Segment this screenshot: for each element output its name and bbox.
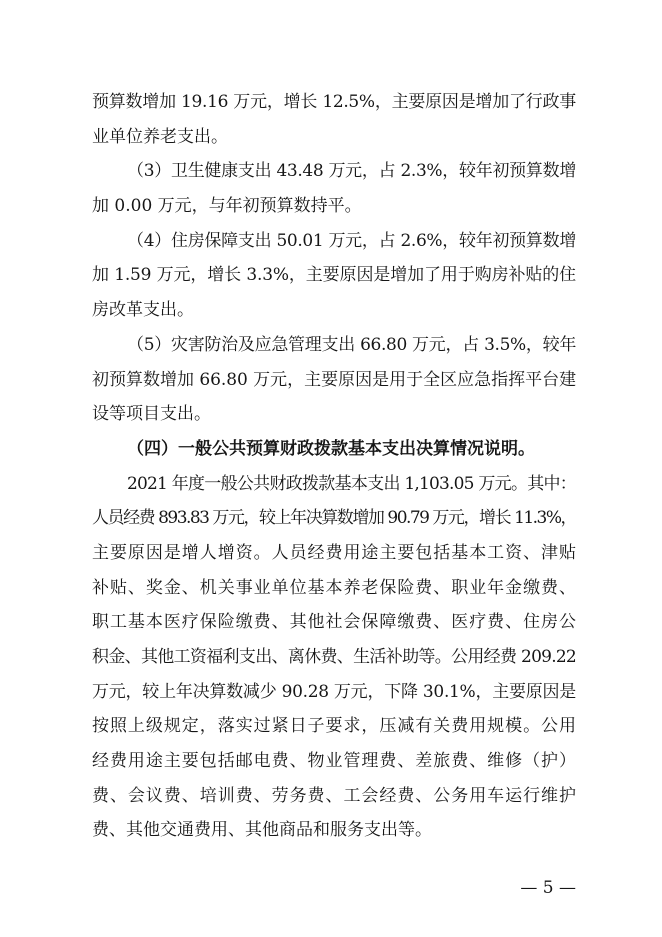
paragraph-basic-expenditure [92,467,576,849]
text-line: 万元，较上年决算数减少 90.28 万元，下降 30.1%，主要原因是 [92,681,576,702]
paragraph-health [92,154,576,223]
text-line: 按照上级规定，落实过紧日子要求，压减有关费用规模。公用 [92,716,576,737]
text-line: 职工基本医疗保险缴费、其他社会保障缴费、医疗费、住房公 [92,612,576,633]
section-heading-text: （四）一般公共预算财政拨款基本支出决算情况说明。 [127,438,535,459]
paragraph-housing [92,224,576,328]
paragraph-pension [92,85,576,154]
section-heading [92,432,576,467]
text-line: 人员经费 893.83 万元，较上年决算数增加 90.79 万元，增长 11.3%， [92,508,576,529]
text-line: 经费用途主要包括邮电费、物业管理费、差旅费、维修（护） [92,751,576,772]
body-text [92,85,576,848]
text-line: 业单位养老支出。 [92,126,228,147]
paragraph-emergency [92,328,576,432]
text-line: 费、其他交通费用、其他商品和服务支出等。 [92,820,432,841]
text-line: 积金、其他工资福利支出、离休费、生活补助等。公用经费 209.22 [92,647,576,667]
text-line: 预算数增加 19.16 万元，增长 12.5%，主要原因是增加了行政事 [92,92,576,112]
text-line: 主要原因是增人增资。人员经费用途主要包括基本工资、津贴 [92,542,576,563]
text-line: 补贴、奖金、机关事业单位基本养老保险费、职业年金缴费、 [92,577,576,598]
text-line: 2021 年度一般公共财政拨款基本支出 1,103.05 万元。其中： [127,473,576,494]
text-line: 费、会议费、培训费、劳务费、工会经费、公务用车运行维护 [92,785,576,806]
text-line: （5）灾害防治及应急管理支出 66.80 万元，占 3.5%，较年 [127,334,576,355]
text-line: 初预算数增加 66.80 万元，主要原因是用于全区应急指挥平台建 [92,369,576,390]
text-line: （3）卫生健康支出 43.48 万元，占 2.3%，较年初预算数增 [127,161,576,182]
text-line: 房改革支出。 [92,300,194,321]
text-line: （4）住房保障支出 50.01 万元，占 2.6%，较年初预算数增 [127,230,576,251]
page-number: — 5 — [520,878,576,898]
text-line: 设等项目支出。 [92,404,211,425]
text-line: 加 0.00 万元，与年初预算数持平。 [92,196,362,217]
text-line: 加 1.59 万元，增长 3.3%，主要原因是增加了用于购房补贴的住 [92,265,576,286]
